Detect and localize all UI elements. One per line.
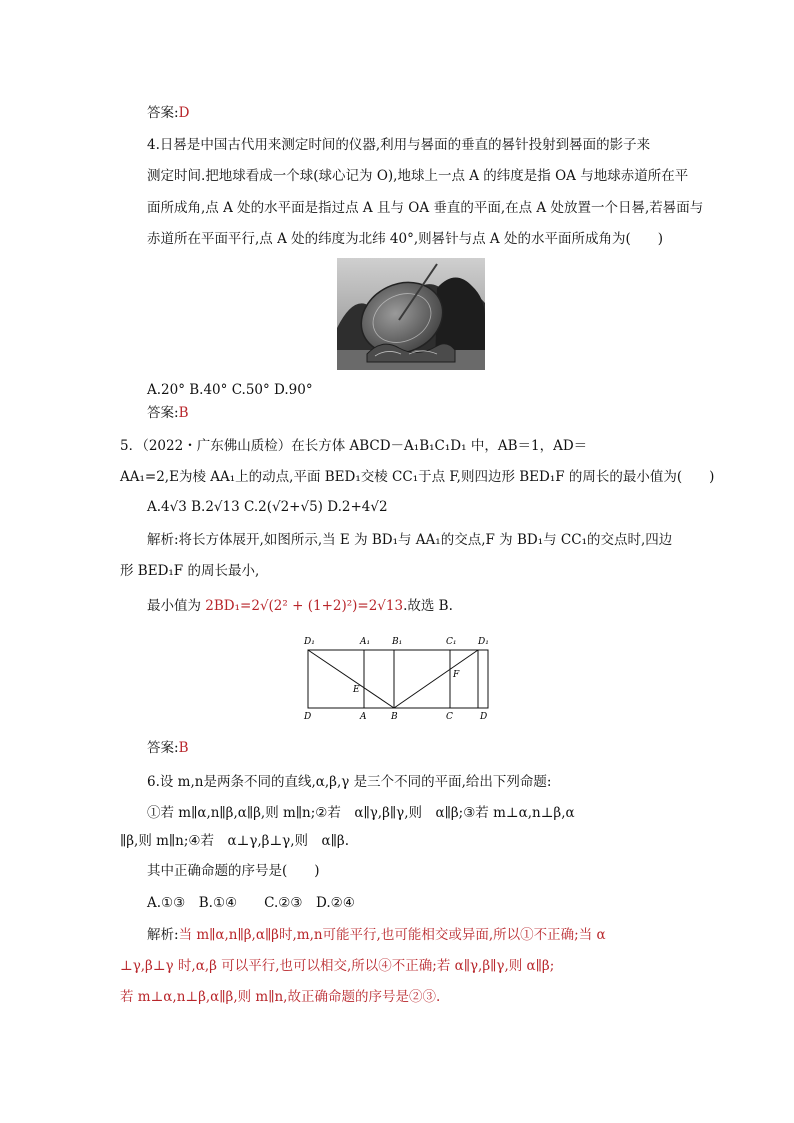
q5-analysis-3 bbox=[147, 596, 453, 616]
label-b: B bbox=[391, 712, 398, 722]
analysis-text: 当 m∥α,n∥β,α∥β时,m,n可能平行,也可能相交或异面,所以①不正确;当 α bbox=[178, 927, 606, 943]
answer-label: 答案: bbox=[147, 105, 179, 121]
unfolded-cuboid-diagram bbox=[296, 630, 506, 722]
q6-analysis-1 bbox=[147, 925, 606, 945]
label-d1-left: D₁ bbox=[304, 637, 315, 647]
q6-line-2: ①若 m∥α,n∥β,α∥β,则 m∥n;②若 α∥γ,β∥γ,则 α∥β;③若 m⊥α,n⊥β,α bbox=[147, 805, 575, 821]
answer-label: 答案: bbox=[147, 405, 179, 421]
label-d-right: D bbox=[480, 712, 488, 722]
analysis-prefix: 最小值为 bbox=[147, 598, 201, 614]
q5-line-1: 5．（2022・广东佛山质检）在长方体 ABCD－A₁B₁C₁D₁ 中，AB＝1，AD＝ bbox=[120, 438, 588, 454]
q4-line-1: 4.日晷是中国古代用来测定时间的仪器,利用与晷面的垂直的晷针投射到晷面的影子来 bbox=[147, 137, 651, 153]
q5-analysis-2: 形 BED₁F 的周长最小, bbox=[120, 563, 260, 579]
q6-line-3: ∥β,则 m∥n;④若 α⊥γ,β⊥γ,则 α∥β. bbox=[120, 833, 349, 849]
label-b1: B₁ bbox=[392, 637, 403, 647]
q6-analysis-2: ⊥γ,β⊥γ 时,α,β 可以平行,也可以相交,所以④不正确;若 α∥γ,β∥γ,则 α∥β; bbox=[120, 958, 555, 974]
q4-line-2: 测定时间.把地球看成一个球(球心记为 O),地球上一点 A 的纬度是指 OA 与地球赤道所在平 bbox=[147, 168, 689, 184]
q4-line-3: 面所成角,点 A 处的水平面是指过点 A 且与 OA 垂直的平面,在点 A 处放置一个日晷,若晷面与 bbox=[147, 200, 704, 216]
label-e: E bbox=[353, 685, 360, 695]
q3-answer bbox=[147, 103, 189, 123]
q4-line-4: 赤道所在平面平行,点 A 处的纬度为北纬 40°,则晷针与点 A 处的水平面所成角为( ) bbox=[147, 231, 663, 247]
q4-answer bbox=[147, 403, 188, 423]
q5-line-2: AA₁=2,E为棱 AA₁上的动点,平面 BED₁交棱 CC₁于点 F,则四边形 BED₁F 的周长的最小值为( ) bbox=[120, 469, 715, 485]
label-c: C bbox=[446, 712, 453, 722]
analysis-suffix: .故选 B. bbox=[403, 598, 453, 614]
label-a1: A₁ bbox=[360, 637, 371, 647]
q6-options: A.①③ B.①④ C.②③ D.②④ bbox=[147, 895, 355, 911]
analysis-formula: 2BD₁=2√(2² + (1+2)²)=2√13 bbox=[205, 598, 404, 614]
answer-value: B bbox=[178, 405, 189, 421]
answer-value: B bbox=[178, 740, 189, 756]
answer-label: 答案: bbox=[147, 740, 179, 756]
q4-options: A.20° B.40° C.50° D.90° bbox=[147, 382, 313, 398]
label-f: F bbox=[453, 670, 460, 680]
label-a: A bbox=[360, 712, 367, 722]
q5-answer bbox=[147, 738, 188, 758]
q6-line-1: 6.设 m,n是两条不同的直线,α,β,γ 是三个不同的平面,给出下列命题: bbox=[147, 774, 552, 790]
analysis-label: 解析: bbox=[147, 927, 179, 943]
label-d1-right: D₁ bbox=[478, 637, 489, 647]
label-c1: C₁ bbox=[446, 637, 457, 647]
answer-value: D bbox=[178, 105, 190, 121]
label-d-left: D bbox=[304, 712, 312, 722]
q6-analysis-3: 若 m⊥α,n⊥β,α∥β,则 m∥n,故正确命题的序号是②③. bbox=[120, 989, 441, 1005]
q6-line-4: 其中正确命题的序号是( ) bbox=[147, 863, 320, 879]
q5-options: A.4√3 B.2√13 C.2(√2+√5) D.2+4√2 bbox=[147, 499, 388, 515]
q5-analysis-1: 解析:将长方体展开,如图所示,当 E 为 BD₁与 AA₁的交点,F 为 BD₁与 CC₁的交点时,四边 bbox=[147, 532, 673, 548]
sundial-photo bbox=[337, 258, 485, 370]
